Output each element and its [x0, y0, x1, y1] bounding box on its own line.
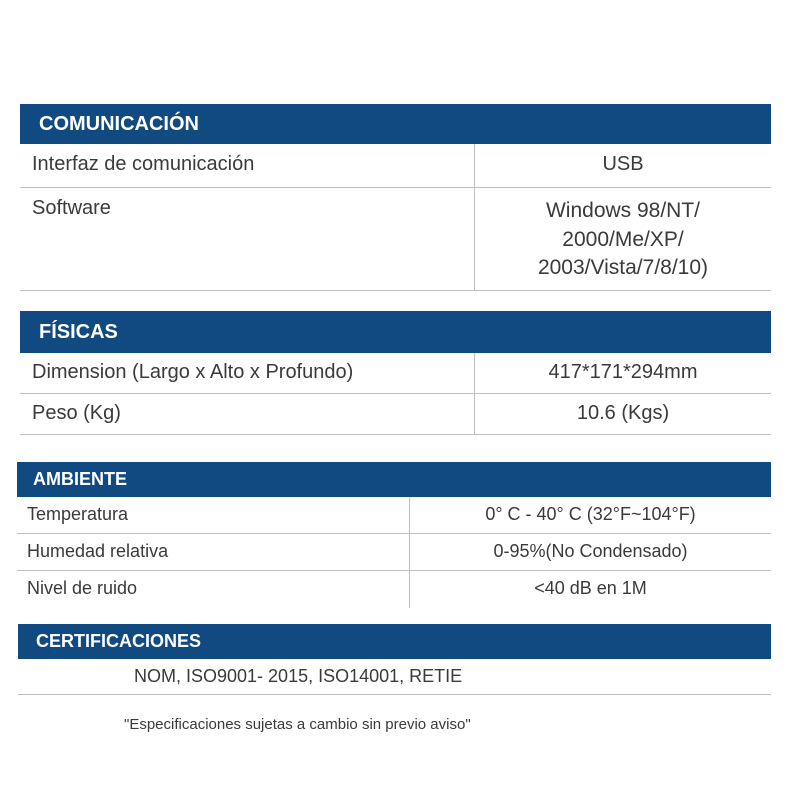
certifications-value: NOM, ISO9001- 2015, ISO14001, RETIE: [18, 659, 771, 695]
spec-row: [17, 571, 771, 608]
spec-row: [20, 188, 771, 291]
spec-value: 0° C - 40° C (32°F~104°F): [485, 504, 696, 524]
section-comunicacion: [20, 104, 771, 291]
section-certificaciones: [18, 624, 771, 695]
section-header: [20, 311, 771, 353]
spec-label: Interfaz de comunicación: [20, 144, 475, 187]
spec-row: [17, 534, 771, 571]
section-title: AMBIENTE: [33, 469, 127, 489]
spec-row: [17, 497, 771, 534]
section-ambiente: [17, 462, 771, 608]
section-title: CERTIFICACIONES: [36, 631, 202, 651]
section-title: COMUNICACIÓN: [39, 112, 199, 135]
section-fisicas: [20, 311, 771, 435]
spec-label: Nivel de ruido: [17, 571, 410, 608]
spec-label: Dimension (Largo x Alto x Profundo): [20, 353, 475, 393]
spec-value-line: 2003/Vista/7/8/10): [537, 256, 709, 279]
spec-label: Software: [20, 188, 475, 290]
section-header: [20, 104, 771, 144]
footnote: "Especificaciones sujetas a cambio sin previo aviso": [124, 716, 471, 733]
section-header: [18, 624, 771, 659]
spec-value: USB: [602, 153, 644, 175]
spec-value-line: Windows 98/NT/: [545, 199, 701, 222]
section-title: FÍSICAS: [39, 320, 118, 343]
spec-label: Peso (Kg): [20, 394, 475, 434]
spec-value: 10.6 (Kgs): [576, 402, 670, 424]
spec-label: Humedad relativa: [17, 534, 410, 570]
spec-value: [475, 188, 771, 290]
spec-label: Temperatura: [17, 497, 410, 533]
spec-value: <40 dB en 1M: [534, 578, 647, 598]
spec-row: [20, 394, 771, 435]
section-header: [17, 462, 771, 497]
spec-row: [20, 353, 771, 394]
spec-value: 0-95%(No Condensado): [493, 541, 688, 561]
spec-value: 417*171*294mm: [548, 361, 698, 383]
spec-value-line: 2000/Me/XP/: [562, 227, 684, 251]
spec-row: [20, 144, 771, 188]
